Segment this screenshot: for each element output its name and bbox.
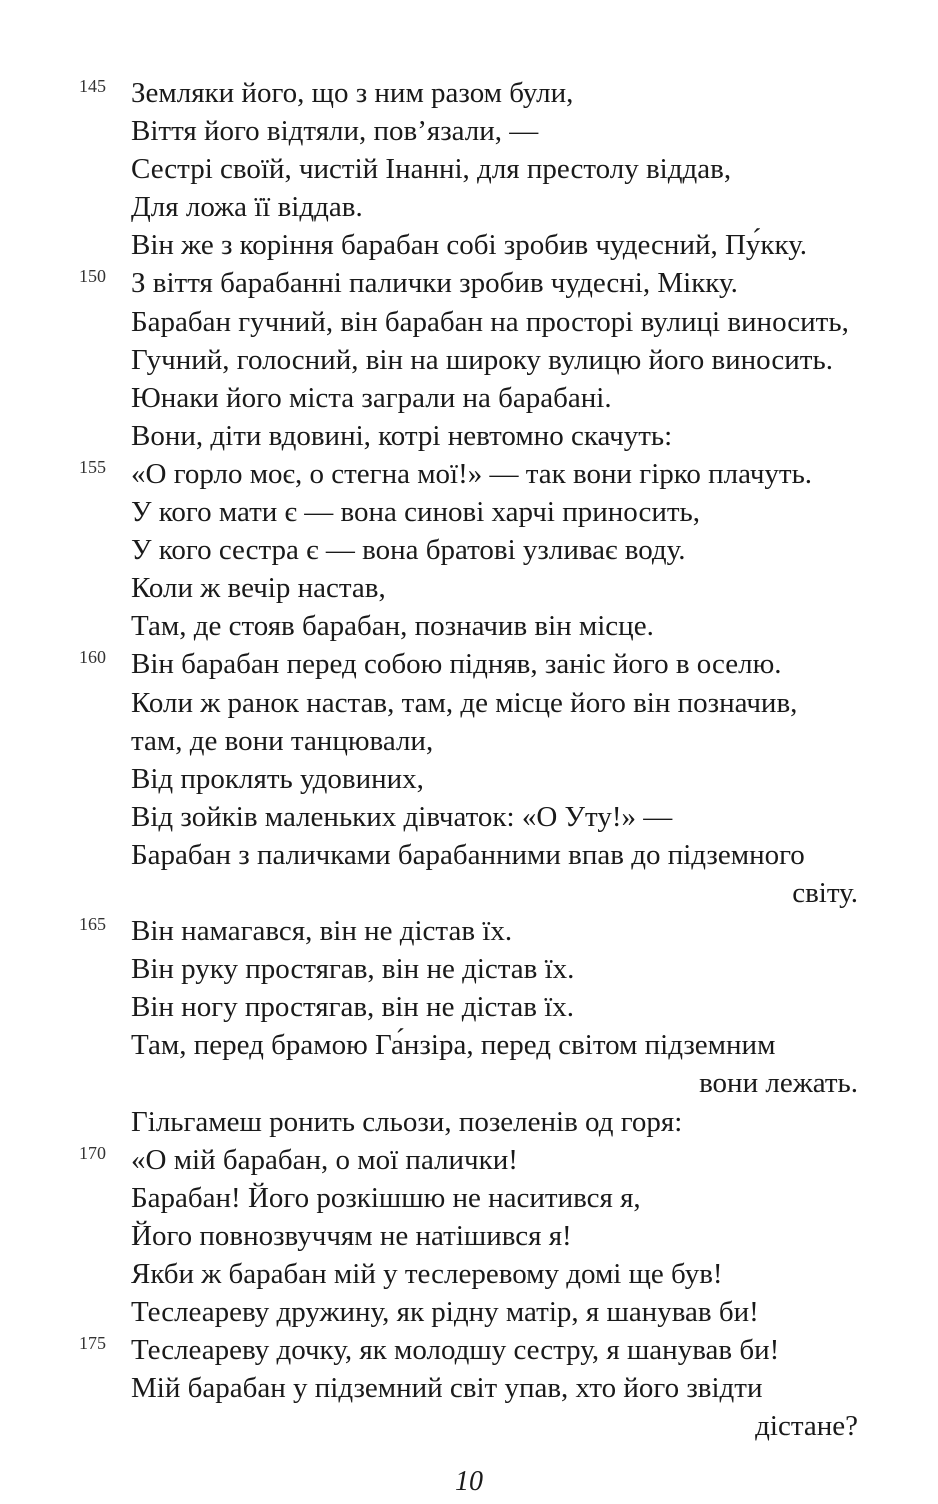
verse-line-continuation [0,1064,938,1102]
verse-text: Від зойків маленьких дівчаток: «О Уту!» — [131,800,673,833]
verse-line [0,188,938,226]
verse-text: Гучний, голосний, він на широку вулицю його виносить. [131,343,833,376]
verse-text: З віття барабанні палички зробив чудесні, Мікку. [131,267,738,300]
verse-line [0,74,938,112]
line-number: 150 [79,266,106,287]
verse-text: Теслеареву дочку, як молодшу сестру, я шанував би! [131,1334,780,1367]
verse-text: Барабан! Його розкішшю не наситився я, [131,1181,641,1214]
verse-text: Юнаки його міста заграли на барабані. [131,381,612,414]
verse-line [0,760,938,798]
verse-text: «О мій барабан, о мої палички! [131,1143,518,1176]
verse-text: Земляки його, що з ним разом були, [131,77,574,109]
verse-line [0,722,938,760]
poem-text [0,74,938,1445]
verse-text: Там, перед брамою Га́нзіра, перед світом підземним [131,1029,776,1062]
verse-text: Він барабан перед собою підняв, заніс його в оселю. [131,648,782,681]
verse-text: вони лежать. [699,1067,858,1100]
verse-text: Вони, діти вдовині, котрі невтомно скачуть: [131,419,673,452]
verse-line [0,417,938,455]
verse-line [0,493,938,531]
line-number: 145 [79,76,106,96]
verse-text: там, де вони танцювали, [131,724,434,757]
verse-text: У кого мати є — вона синові харчі приносить, [131,496,701,529]
verse-text: Він ногу простягав, він не дістав їх. [131,991,575,1024]
verse-line [0,607,938,645]
verse-line [0,950,938,988]
verse-line [0,988,938,1026]
verse-line [0,1103,938,1141]
verse-line [0,112,938,150]
verse-text: дістане? [755,1410,858,1443]
verse-line [0,645,938,683]
verse-text: Від проклять удовиних, [131,762,424,795]
verse-line [0,531,938,569]
verse-text: Мій барабан у підземний світ упав, хто його звідти [131,1372,763,1405]
verse-text: Для ложа її віддав. [131,191,363,224]
verse-line [0,798,938,836]
verse-text: світу. [792,876,858,909]
verse-line [0,1179,938,1217]
verse-line [0,226,938,264]
verse-text: Там, де стояв барабан, позначив він місце. [131,610,654,643]
verse-line [0,1141,938,1179]
verse-line [0,1255,938,1293]
verse-line-continuation [0,1407,938,1445]
verse-text: Сестрі своїй, чистій Інанні, для престолу віддав, [131,153,732,186]
verse-line [0,1369,938,1407]
verse-text: Він намагався, він не дістав їх. [131,915,513,948]
verse-line [0,836,938,874]
line-number: 175 [79,1333,106,1354]
verse-text: Він руку простягав, він не дістав їх. [131,953,575,986]
verse-line [0,379,938,417]
verse-text: Якби ж барабан мій у теслеревому домі ще був! [131,1257,723,1290]
line-number: 160 [79,647,106,668]
line-number: 170 [79,1142,106,1163]
verse-line [0,569,938,607]
verse-line [0,684,938,722]
verse-line [0,341,938,379]
verse-text: Гільгамеш ронить сльози, позеленів од горя: [131,1105,683,1138]
verse-line-continuation [0,874,938,912]
verse-text: Коли ж ранок настав, там, де місце його він позначив, [131,686,798,719]
page-number: 10 [455,1466,483,1497]
verse-line [0,912,938,950]
verse-text: У кого сестра є — вона братові узливає воду. [131,534,686,567]
verse-text: Коли ж вечір настав, [131,572,386,605]
verse-text: Він же з коріння барабан собі зробив чудесний, Пу́кку. [131,229,808,262]
verse-text: Барабан гучний, він барабан на просторі вулиці виносить, [131,305,849,338]
verse-text: Теслеареву дружину, як рідну матір, я шанував би! [131,1296,759,1328]
verse-line [0,455,938,493]
verse-text: Барабан з паличками барабанними впав до підземного [131,838,805,871]
verse-line [0,264,938,302]
verse-text: Віття його відтяли, пов’язали, — [131,115,539,148]
verse-line [0,1293,938,1331]
verse-text: «О горло моє, о стегна мої!» — так вони гірко плачуть. [131,457,813,490]
line-number: 155 [79,456,106,477]
verse-text: Його повнозвуччям не натішився я! [131,1219,572,1252]
line-number: 165 [79,914,106,935]
verse-line [0,1026,938,1064]
verse-line [0,1331,938,1369]
verse-line [0,1217,938,1255]
verse-line [0,150,938,188]
verse-line [0,303,938,341]
